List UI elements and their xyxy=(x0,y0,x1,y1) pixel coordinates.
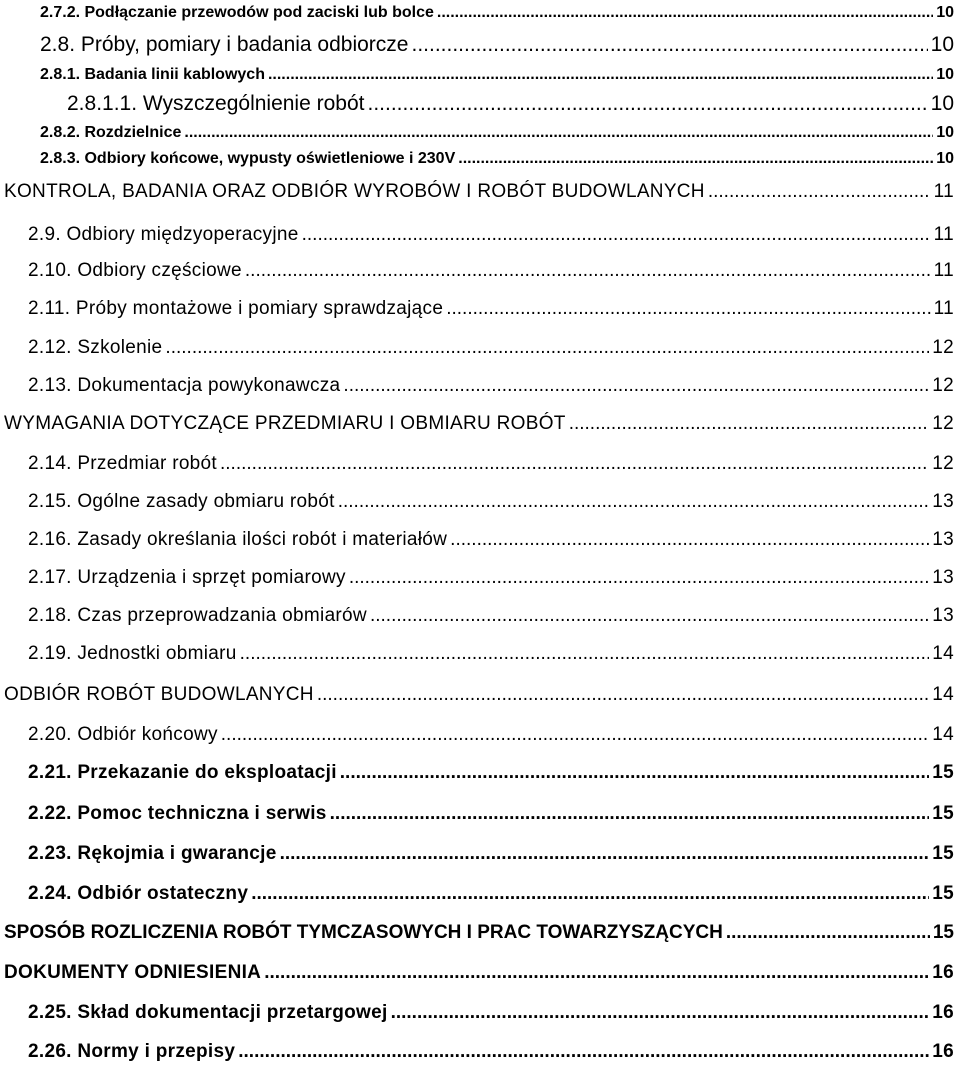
toc-leader-dots xyxy=(330,803,930,825)
toc-chapter[interactable] xyxy=(4,922,954,946)
toc-entry-page: 16 xyxy=(932,1041,954,1062)
toc-entry-page: 10 xyxy=(930,92,954,115)
toc-entry-page: 10 xyxy=(936,66,954,83)
toc-entry[interactable] xyxy=(67,92,954,118)
toc-entry-page: 11 xyxy=(933,224,954,245)
toc-entry-page: 14 xyxy=(932,684,954,705)
toc-chapter[interactable] xyxy=(4,413,954,437)
toc-entry-title: 2.22. Pomoc techniczna i serwis xyxy=(28,803,327,824)
toc-entry-title: 2.20. Odbiór końcowy xyxy=(28,724,218,745)
toc-entry-title: DOKUMENTY ODNIESIENIA xyxy=(4,962,262,983)
toc-entry[interactable] xyxy=(28,1041,954,1065)
toc-entry-page: 12 xyxy=(932,413,954,434)
toc-entry-page: 11 xyxy=(933,260,954,281)
toc-leader-dots xyxy=(343,375,929,397)
toc-entry-page: 13 xyxy=(932,605,954,626)
toc-entry-page: 12 xyxy=(932,337,954,358)
toc-entry-title: 2.16. Zasady określania ilości robót i materiałów xyxy=(28,529,448,550)
toc-entry[interactable] xyxy=(40,66,954,86)
toc-entry-title: 2.8.3. Odbiory końcowe, wypusty oświetleniowe i 230V xyxy=(40,150,456,167)
toc-entry-page: 11 xyxy=(933,181,954,202)
toc-leader-dots xyxy=(391,1002,930,1024)
toc-leader-dots xyxy=(184,124,933,142)
toc-entry-page: 14 xyxy=(932,643,954,664)
toc-entry-title: 2.8.1.1. Wyszczególnienie robót xyxy=(67,92,365,115)
toc-entry-page: 10 xyxy=(936,150,954,167)
toc-entry-page: 13 xyxy=(932,567,954,588)
toc-entry-page: 10 xyxy=(936,124,954,141)
toc-entry[interactable] xyxy=(40,4,954,24)
toc-entry-title: 2.18. Czas przeprowadzania obmiarów xyxy=(28,605,367,626)
toc-entry-title: 2.8.1. Badania linii kablowych xyxy=(40,66,265,83)
toc-leader-dots xyxy=(238,1041,929,1063)
toc-entry[interactable] xyxy=(28,260,954,284)
toc-entry-title: 2.7.2. Podłączanie przewodów pod zaciski lub bolce xyxy=(40,4,434,21)
toc-leader-dots xyxy=(240,643,930,665)
toc-entry-title: 2.10. Odbiory częściowe xyxy=(28,260,242,281)
toc-entry-title: 2.8. Próby, pomiary i badania odbiorcze xyxy=(40,33,409,56)
toc-entry-title: 2.14. Przedmiar robót xyxy=(28,453,217,474)
toc-entry[interactable] xyxy=(28,337,954,361)
toc-entry[interactable] xyxy=(28,529,954,553)
toc-entry[interactable] xyxy=(40,124,954,144)
toc-entry-page: 15 xyxy=(932,803,954,824)
toc-leader-dots xyxy=(708,181,931,203)
toc-entry-title: 2.25. Skład dokumentacji przetargowej xyxy=(28,1002,388,1023)
toc-leader-dots xyxy=(264,962,929,984)
toc-entry-page: 16 xyxy=(932,1002,954,1023)
toc-entry[interactable] xyxy=(28,224,954,248)
toc-chapter[interactable] xyxy=(4,962,954,986)
toc-leader-dots xyxy=(370,605,929,627)
toc-entry[interactable] xyxy=(28,298,954,322)
toc-entry-title: 2.9. Odbiory międzyoperacyjne xyxy=(28,224,299,245)
toc-leader-dots xyxy=(165,337,929,359)
toc-entry-title: WYMAGANIA DOTYCZĄCE PRZEDMIARU I OBMIARU ROBÓT xyxy=(4,413,566,434)
toc-entry-page: 15 xyxy=(932,843,954,864)
toc-leader-dots xyxy=(338,491,930,513)
toc-entry-page: 10 xyxy=(936,4,954,21)
toc-leader-dots xyxy=(446,298,930,320)
toc-entry-title: 2.15. Ogólne zasady obmiaru robót xyxy=(28,491,335,512)
toc-entry[interactable] xyxy=(28,883,954,907)
toc-leader-dots xyxy=(280,843,930,865)
toc-entry-title: 2.21. Przekazanie do eksploatacji xyxy=(28,762,337,783)
toc-leader-dots xyxy=(437,4,933,22)
toc-entry[interactable] xyxy=(28,643,954,667)
toc-entry-page: 15 xyxy=(932,922,954,943)
toc-leader-dots xyxy=(458,150,933,168)
toc-leader-dots xyxy=(340,762,929,784)
toc-chapter[interactable] xyxy=(4,684,954,708)
toc-entry-title: 2.19. Jednostki obmiaru xyxy=(28,643,237,664)
toc-entry[interactable] xyxy=(28,453,954,477)
toc-entry-title: 2.8.2. Rozdzielnice xyxy=(40,124,182,141)
toc-leader-dots xyxy=(221,724,930,746)
toc-entry[interactable] xyxy=(28,724,954,748)
toc-leader-dots xyxy=(450,529,929,551)
toc-entry-page: 15 xyxy=(932,762,954,783)
toc-entry-title: KONTROLA, BADANIA ORAZ ODBIÓR WYROBÓW I ROBÓT BUDOWLANYCH xyxy=(4,181,705,202)
toc-entry-page: 14 xyxy=(932,724,954,745)
toc-entry-title: 2.13. Dokumentacja powykonawcza xyxy=(28,375,341,396)
toc-entry-page: 10 xyxy=(930,33,954,56)
toc-entry-title: 2.12. Szkolenie xyxy=(28,337,163,358)
toc-entry-page: 13 xyxy=(932,491,954,512)
toc-entry-title: ODBIÓR ROBÓT BUDOWLANYCH xyxy=(4,684,314,705)
toc-entry-title: 2.17. Urządzenia i sprzęt pomiarowy xyxy=(28,567,346,588)
toc-entry-page: 13 xyxy=(932,529,954,550)
toc-entry[interactable] xyxy=(28,803,954,827)
toc-leader-dots xyxy=(220,453,929,475)
toc-entry-page: 12 xyxy=(932,375,954,396)
toc-leader-dots xyxy=(569,413,930,435)
toc-chapter[interactable] xyxy=(4,181,954,205)
toc-entry-title: 2.23. Rękojmia i gwarancje xyxy=(28,843,277,864)
toc-entry[interactable] xyxy=(28,762,954,786)
toc-entry-title: 2.26. Normy i przepisy xyxy=(28,1041,236,1062)
toc-entry-page: 15 xyxy=(932,883,954,904)
toc-entry[interactable] xyxy=(28,1002,954,1026)
toc-entry[interactable] xyxy=(28,375,954,399)
toc-entry[interactable] xyxy=(40,150,954,170)
toc-entry-page: 12 xyxy=(932,453,954,474)
toc-leader-dots xyxy=(349,567,929,589)
toc-leader-dots xyxy=(367,92,927,116)
toc-leader-dots xyxy=(251,883,929,905)
toc-entry-page: 11 xyxy=(933,298,954,319)
toc-entry-page: 16 xyxy=(932,962,954,983)
toc-entry[interactable] xyxy=(28,843,954,867)
toc-leader-dots xyxy=(302,224,931,246)
toc-entry[interactable] xyxy=(28,567,954,591)
toc-entry[interactable] xyxy=(28,491,954,515)
toc-leader-dots xyxy=(245,260,931,282)
toc-entry-title: 2.11. Próby montażowe i pomiary sprawdzające xyxy=(28,298,444,319)
toc-leader-dots xyxy=(726,922,930,944)
toc-leader-dots xyxy=(317,684,929,706)
toc-entry-title: SPOSÓB ROZLICZENIA ROBÓT TYMCZASOWYCH I PRAC TOWARZYSZĄCYCH xyxy=(4,922,723,943)
toc-entry[interactable] xyxy=(28,605,954,629)
toc-entry-title: 2.24. Odbiór ostateczny xyxy=(28,883,249,904)
toc-leader-dots xyxy=(411,33,927,57)
toc-entry[interactable] xyxy=(40,33,954,59)
toc-leader-dots xyxy=(268,66,933,84)
